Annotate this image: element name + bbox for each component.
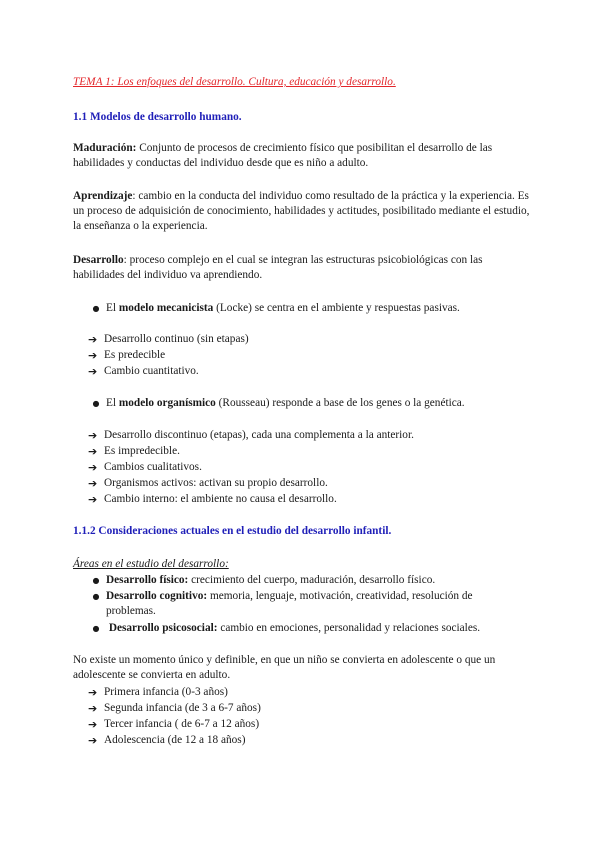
mecanicista-post: (Locke) se centra en el ambiente y respuestas pasivas. [213, 302, 460, 314]
arrow-right-icon: ➔ [88, 445, 98, 458]
organismico-pre: El [106, 397, 119, 409]
area-term: Desarrollo cognitivo: [106, 590, 208, 602]
arrow-right-icon: ➔ [88, 477, 98, 490]
bullet-icon: ● [92, 624, 100, 633]
arrow-right-icon: ➔ [88, 349, 98, 362]
area-text: crecimiento del cuerpo, maduración, desarrollo físico. [188, 574, 436, 586]
arrow-right-icon: ➔ [88, 702, 98, 715]
area-item [86, 589, 486, 619]
arrow-item-text: Cambio interno: el ambiente no causa el desarrollo. [104, 493, 337, 505]
arrow-item-text: Es predecible [104, 349, 166, 361]
term-desarrollo: Desarrollo [73, 254, 124, 266]
arrow-item-text: Cambios cualitativos. [104, 461, 202, 473]
arrow-item [88, 476, 533, 491]
arrow-item [88, 428, 533, 443]
definition-maduracion: Conjunto de procesos de crecimiento físico que posibilitan el desarrollo de las habilidades y conductas del individuo desde que es niño a adulto. [73, 142, 493, 169]
stage-item [88, 733, 533, 748]
arrow-item [88, 348, 533, 363]
organismico-post: (Rousseau) responde a base de los genes o la genética. [215, 397, 465, 409]
stage-text: Adolescencia (de 12 a 18 años) [104, 734, 246, 746]
arrow-item [88, 332, 533, 347]
document-title: TEMA 1: Los enfoques del desarrollo. Cultura, educación y desarrollo. [73, 76, 396, 88]
bullet-icon: ● [92, 304, 100, 313]
section-heading-1-1: 1.1 Modelos de desarrollo humano. [73, 111, 242, 123]
list-item-organismico [86, 396, 533, 411]
arrow-item [88, 492, 533, 507]
stage-text: Segunda infancia (de 3 a 6-7 años) [104, 702, 261, 714]
arrow-right-icon: ➔ [88, 686, 98, 699]
arrow-right-icon: ➔ [88, 493, 98, 506]
stage-item [88, 685, 533, 700]
area-item [86, 621, 533, 636]
term-maduracion: Maduración: [73, 142, 137, 154]
area-text: cambio en emociones, personalidad y relaciones sociales. [217, 622, 481, 634]
areas-heading: Áreas en el estudio del desarrollo: [73, 558, 229, 570]
definition-aprendizaje: : cambio en la conducta del individuo como resultado de la práctica y la experiencia. Es un proceso de adquisición de conocimiento, habilidades y actitudes, posibilitado mediante el estudio, la enseñanza o la experiencia. [73, 190, 530, 232]
organismico-term: modelo organísmico [118, 397, 216, 409]
paragraph-aprendizaje [73, 189, 533, 234]
arrow-item-text: Desarrollo discontinuo (etapas), cada una complementa a la anterior. [104, 429, 414, 441]
arrow-right-icon: ➔ [88, 365, 98, 378]
arrow-item-text: Cambio cuantitativo. [104, 365, 199, 377]
arrow-item [88, 460, 533, 475]
paragraph-maduracion [73, 141, 533, 171]
arrow-right-icon: ➔ [88, 461, 98, 474]
paragraph-desarrollo [73, 253, 533, 283]
area-term: Desarrollo físico: [106, 574, 189, 586]
arrow-right-icon: ➔ [88, 429, 98, 442]
definition-desarrollo: : proceso complejo en el cual se integran las estructuras psicobiológicas con las habilidades del individuo va aprendiendo. [73, 254, 483, 281]
list-item-mecanicista [86, 301, 533, 316]
stage-item [88, 717, 533, 732]
stage-text: Primera infancia (0-3 años) [104, 686, 228, 698]
bullet-icon: ● [92, 576, 100, 585]
arrow-item [88, 444, 533, 459]
arrow-item-text: Es impredecible. [104, 445, 180, 457]
stage-item [88, 701, 533, 716]
arrow-right-icon: ➔ [88, 718, 98, 731]
area-text: memoria, lenguaje, motivación, creatividad, resolución de problemas. [106, 590, 473, 617]
paragraph-closing: No existe un momento único y definible, en que un niño se convierta en adolescente o que un adolescente se convierta en adulto. [73, 654, 496, 681]
arrow-right-icon: ➔ [88, 333, 98, 346]
area-term: Desarrollo psicosocial: [108, 622, 218, 634]
bullet-icon: ● [92, 399, 100, 408]
term-aprendizaje: Aprendizaje [73, 190, 133, 202]
stage-text: Tercer infancia ( de 6-7 a 12 años) [104, 718, 260, 730]
arrow-item-text: Desarrollo continuo (sin etapas) [104, 333, 249, 345]
arrow-item-text: Organismos activos: activan su propio desarrollo. [104, 477, 328, 489]
mecanicista-pre: El [106, 302, 119, 314]
arrow-item [88, 364, 533, 379]
bullet-icon: ● [92, 592, 100, 601]
arrow-right-icon: ➔ [88, 734, 98, 747]
mecanicista-term: modelo mecanicista [118, 302, 214, 314]
area-item [86, 573, 533, 588]
section-heading-1-1-2: 1.1.2 Consideraciones actuales en el estudio del desarrollo infantil. [73, 525, 392, 537]
